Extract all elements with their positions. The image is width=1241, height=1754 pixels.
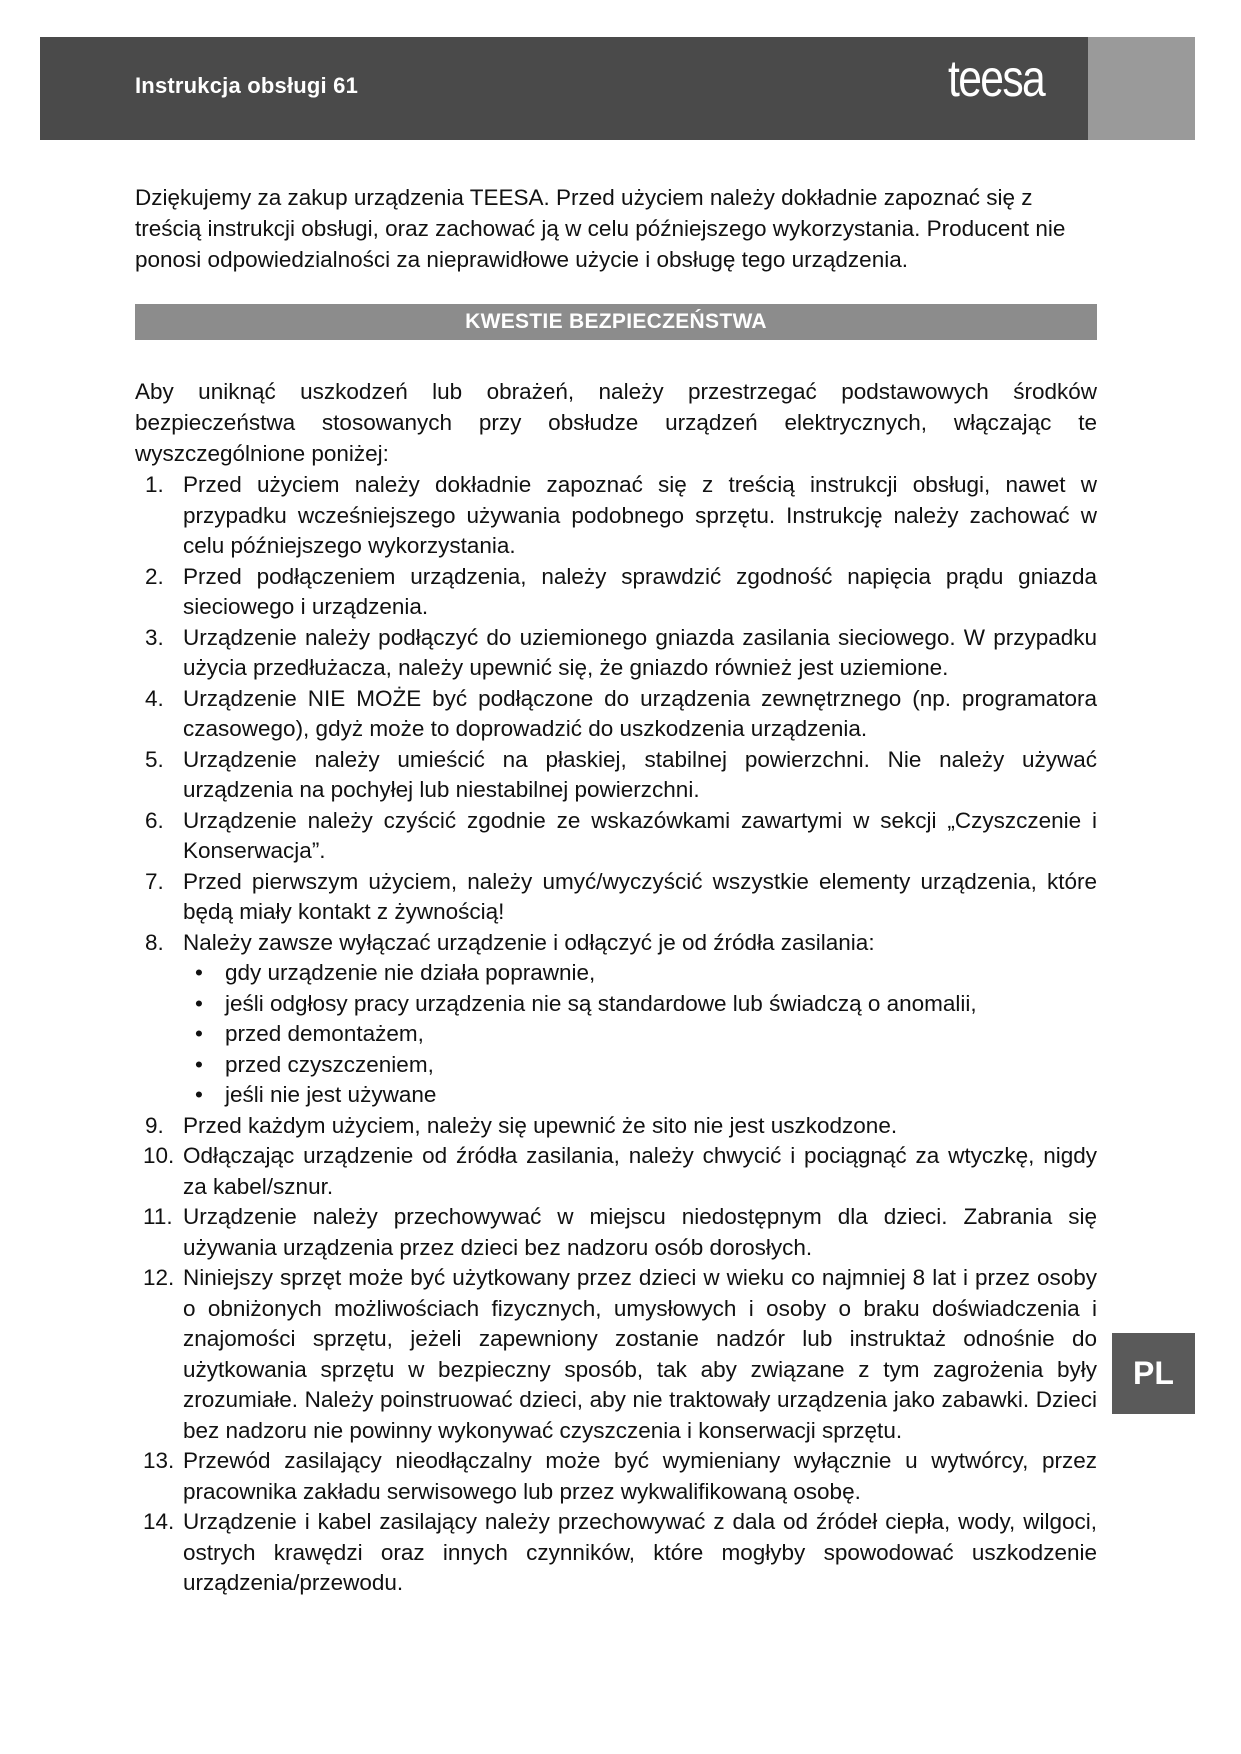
- item-number: 5.: [145, 746, 164, 772]
- list-item: [135, 470, 1097, 562]
- list-item: [135, 684, 1097, 745]
- bullet-icon: •: [195, 1051, 203, 1077]
- list-item: [135, 745, 1097, 806]
- item-number: 13.: [143, 1448, 175, 1473]
- header-title: Instrukcja obsługi 61: [135, 73, 359, 98]
- item-number: 12.: [143, 1265, 175, 1290]
- bullet-icon: •: [195, 990, 203, 1016]
- list-item: [135, 623, 1097, 684]
- bullet-icon: •: [195, 1082, 203, 1107]
- item-number: 3.: [145, 624, 164, 650]
- list-item: [135, 867, 1097, 928]
- item-number: 8.: [145, 929, 164, 955]
- item-text: Urządzenie należy umieścić na płaskiej, stabilnej powierzchni. Nie należy używać urządzenia na pochyłej lub niestabilnej powierzchni.: [183, 746, 1097, 802]
- item-text: Przed podłączeniem urządzenia, należy sprawdzić zgodność napięcia prądu gniazda sieciowego i urządzenia.: [183, 563, 1097, 619]
- list-item: [135, 928, 1097, 1111]
- intro-paragraph: Dziękujemy za zakup urządzenia TEESA. Przed użyciem należy dokładnie zapoznać się z treścią instrukcji obsługi, oraz zachować ją w celu późniejszego wykorzystania. Producent nie ponosi odpowiedzialności za nieprawidłowe użycie i obsługę tego urządzenia.: [135, 185, 1066, 272]
- sub-bullet-text: gdy urządzenie nie działa poprawnie,: [225, 960, 596, 985]
- list-item: [135, 562, 1097, 623]
- list-item: [135, 806, 1097, 867]
- item-number: 6.: [145, 807, 164, 833]
- item-number: 14.: [143, 1509, 175, 1534]
- bullet-icon: •: [195, 1021, 203, 1046]
- sub-bullet-item: [135, 1019, 1097, 1050]
- item-number: 1.: [145, 472, 164, 497]
- item-text: Przewód zasilający nieodłączalny może być wymieniany wyłącznie u wytwórcy, przez pracownika zakładu serwisowego lub przez wykwalifikowaną osobę.: [183, 1448, 1097, 1504]
- sub-bullet-item: [135, 1080, 1097, 1111]
- item-text: Urządzenie należy podłączyć do uziemionego gniazda zasilania sieciowego. W przypadku użycia przedłużacza, należy upewnić się, że gniazdo również jest uziemione.: [183, 624, 1097, 680]
- item-number: 10.: [143, 1143, 175, 1168]
- page-header: [40, 37, 1195, 140]
- safety-lead-paragraph: Aby uniknąć uszkodzeń lub obrażeń, należy przestrzegać podstawowych środków bezpieczeństwa stosowanych przy obsłudze urządzeń elektrycznych, włączając te wyszczególnione poniżej:: [135, 379, 1097, 466]
- item-text: Odłączając urządzenie od źródła zasilania, należy chwycić i pociągnąć za wtyczkę, nigdy za kabel/sznur.: [183, 1143, 1097, 1199]
- item-number: 4.: [145, 685, 164, 711]
- bullet-icon: •: [195, 960, 203, 985]
- item-text: Przed każdym użyciem, należy się upewnić że sito nie jest uszkodzone.: [183, 1112, 898, 1138]
- section-heading: KWESTIE BEZPIECZEŃSTWA: [135, 304, 1097, 340]
- sub-bullet-item: [135, 1050, 1097, 1081]
- item-number: 7.: [145, 868, 164, 894]
- item-text: Należy zawsze wyłączać urządzenie i odłączyć je od źródła zasilania:: [183, 929, 875, 955]
- header-corner-tab: [1088, 37, 1195, 140]
- item-number: 9.: [145, 1112, 164, 1138]
- item-text: Urządzenie należy przechowywać w miejscu niedostępnym dla dzieci. Zabrania się używania urządzenia przez dzieci bez nadzoru osób dorosłych.: [183, 1204, 1097, 1260]
- item-text: Urządzenie NIE MOŻE być podłączone do urządzenia zewnętrznego (np. programatora czasowego), gdyż może to doprowadzić do uszkodzenia urządzenia.: [183, 685, 1097, 741]
- item-text: Przed pierwszym użyciem, należy umyć/wyczyścić wszystkie elementy urządzenia, które będą miały kontakt z żywnością!: [183, 868, 1097, 924]
- sub-bullet-list: [135, 958, 1097, 1111]
- sub-bullet-text: przed czyszczeniem,: [225, 1051, 434, 1077]
- item-number: 2.: [145, 563, 164, 589]
- item-text: Urządzenie należy czyścić zgodnie ze wskazówkami zawartymi w sekcji „Czyszczenie i Konserwacja”.: [183, 807, 1097, 863]
- sub-bullet-item: [135, 958, 1097, 989]
- item-text: Niniejszy sprzęt może być użytkowany przez dzieci w wieku co najmniej 8 lat i przez osoby o obniżonych możliwościach fizycznych, umysłowych i osoby o braku doświadczenia i znajomości sprzętu, jeżeli zapewniony zostanie nadzór lub instruktaż odnośnie do użytkowania sprzętu w bezpieczny sposób, tak aby związane z tym zagrożenia były zrozumiałe. Należy poinstruować dzieci, aby nie traktowały urządzenia jako zabawki. Dzieci bez nadzoru nie powinny wykonywać czyszczenia i konserwacji sprzętu.: [183, 1265, 1097, 1443]
- item-text: Przed użyciem należy dokładnie zapoznać się z treścią instrukcji obsługi, nawet w przypadku wcześniejszego używania podobnego sprzętu. Instrukcję należy zachować w celu późniejszego wykorzystania.: [183, 472, 1097, 558]
- list-item: [135, 1141, 1097, 1202]
- teesa-logo: teesa: [948, 50, 1045, 108]
- safety-list: [135, 470, 1097, 1599]
- sub-bullet-item: [135, 989, 1097, 1020]
- sub-bullet-text: jeśli odgłosy pracy urządzenia nie są standardowe lub świadczą o anomalii,: [225, 990, 977, 1016]
- list-item: [135, 1507, 1097, 1599]
- list-item: [135, 1263, 1097, 1446]
- item-number: 11.: [143, 1204, 173, 1229]
- list-item: [135, 1202, 1097, 1263]
- item-text: Urządzenie i kabel zasilający należy przechowywać z dala od źródeł ciepła, wody, wilgoci, ostrych krawędzi oraz innych czynników, które mogłyby spowodować uszkodzenie urządzenia/przewodu.: [183, 1509, 1097, 1595]
- sub-bullet-text: przed demontażem,: [225, 1021, 424, 1046]
- sub-bullet-text: jeśli nie jest używane: [225, 1082, 437, 1107]
- language-tab-pl: PL: [1112, 1333, 1195, 1414]
- list-item: [135, 1446, 1097, 1507]
- list-item: [135, 1111, 1097, 1142]
